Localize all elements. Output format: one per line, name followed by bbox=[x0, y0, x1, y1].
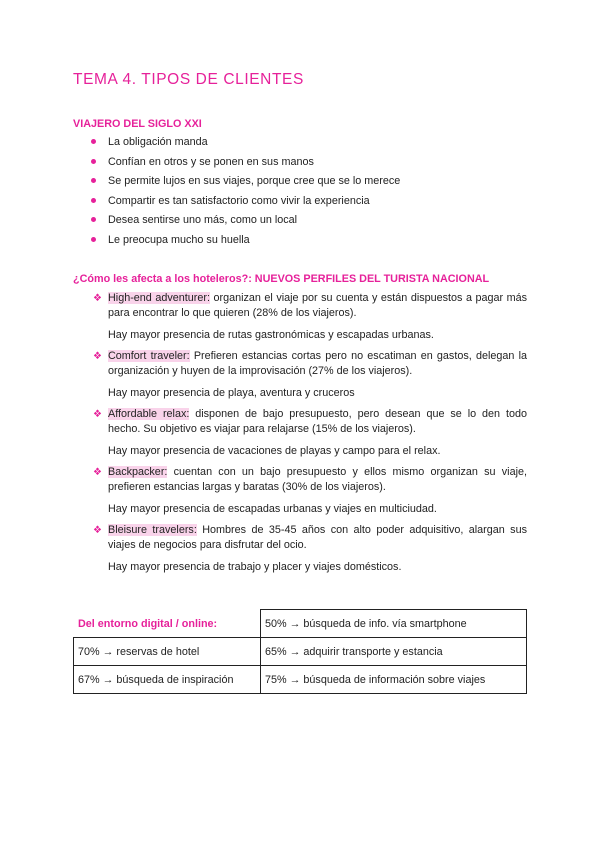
bullet-dot-icon bbox=[91, 237, 96, 242]
profile-description: cuentan con un bajo presupuesto y ellos mismo organizan su viaje, prefieren estancias largas y baratas (30% de los viajeros). bbox=[108, 466, 527, 493]
table-row bbox=[74, 610, 527, 638]
list-item: Compartir es tan satisfactorio como vivir la experiencia bbox=[91, 195, 400, 215]
tourist-profiles bbox=[93, 291, 527, 581]
profile-comfort-traveler bbox=[93, 349, 527, 401]
profile-note: Hay mayor presencia de vacaciones de playas y campo para el relax. bbox=[108, 445, 441, 457]
diamond-bullet-icon: ❖ bbox=[93, 525, 102, 536]
profile-name: High-end adventurer: bbox=[108, 292, 210, 304]
profile-description: disponen de bajo presupuesto, pero desean que se lo den todo hecho. Su objetivo es viajar para relajarse (15% de los viajeros). bbox=[108, 408, 527, 435]
bullet-dot-icon bbox=[91, 217, 96, 222]
diamond-bullet-icon: ❖ bbox=[93, 293, 102, 304]
profile-description: organizan el viaje por su cuenta y están dispuestos a pagar más para encontrar lo que quieren (28% de los viajeros). bbox=[108, 292, 527, 319]
profile-description: Prefieren estancias cortas pero no escatiman en gastos, delegan la organización y huyen de la improvisación (27% de los viajeros). bbox=[108, 350, 527, 377]
section-heading-perfiles: ¿Cómo les afecta a los hoteleros?: NUEVOS PERFILES DEL TURISTA NACIONAL bbox=[73, 273, 490, 285]
traveler-traits-list bbox=[91, 136, 400, 254]
profile-note: Hay mayor presencia de playa, aventura y cruceros bbox=[108, 387, 355, 399]
section-heading-viajero: VIAJERO DEL SIGLO XXI bbox=[73, 118, 202, 130]
table-cell: 50% → búsqueda de info. vía smartphone bbox=[261, 610, 527, 638]
list-item: Le preocupa mucho su huella bbox=[91, 234, 400, 254]
profile-note: Hay mayor presencia de trabajo y placer y viajes domésticos. bbox=[108, 561, 402, 573]
diamond-bullet-icon: ❖ bbox=[93, 409, 102, 420]
profile-backpacker bbox=[93, 465, 527, 517]
diamond-bullet-icon: ❖ bbox=[93, 467, 102, 478]
diamond-bullet-icon: ❖ bbox=[93, 351, 102, 362]
profile-affordable-relax bbox=[93, 407, 527, 459]
table-cell: 75% → búsqueda de información sobre viajes bbox=[261, 666, 527, 694]
profile-name: Bleisure travelers: bbox=[108, 524, 197, 536]
bullet-dot-icon bbox=[91, 139, 96, 144]
list-item: Se permite lujos en sus viajes, porque cree que se lo merece bbox=[91, 175, 400, 195]
list-item: La obligación manda bbox=[91, 136, 400, 156]
profile-name: Affordable relax: bbox=[108, 408, 190, 420]
page-title: TEMA 4. TIPOS DE CLIENTES bbox=[73, 71, 304, 88]
list-item: Desea sentirse uno más, como un local bbox=[91, 214, 400, 234]
profile-note: Hay mayor presencia de rutas gastronómicas y escapadas urbanas. bbox=[108, 329, 434, 341]
digital-stats-table bbox=[73, 609, 527, 694]
table-cell: 65% → adquirir transporte y estancia bbox=[261, 638, 527, 666]
profile-name: Comfort traveler: bbox=[108, 350, 190, 362]
profile-note: Hay mayor presencia de escapadas urbanas y viajes en multiciudad. bbox=[108, 503, 437, 515]
list-item: Confían en otros y se ponen en sus manos bbox=[91, 156, 400, 176]
table-cell: 67% → búsqueda de inspiración bbox=[74, 666, 261, 694]
table-row bbox=[74, 666, 527, 694]
bullet-dot-icon bbox=[91, 178, 96, 183]
profile-description: Hombres de 35-45 años con alto poder adquisitivo, alargan sus viajes de negocios para disfrutar del ocio. bbox=[108, 524, 527, 551]
bullet-dot-icon bbox=[91, 198, 96, 203]
profile-name: Backpacker: bbox=[108, 466, 168, 478]
profile-high-end-adventurer bbox=[93, 291, 527, 343]
table-header-cell: Del entorno digital / online: bbox=[74, 610, 261, 638]
table-cell: 70% → reservas de hotel bbox=[74, 638, 261, 666]
profile-bleisure-travelers bbox=[93, 523, 527, 575]
bullet-dot-icon bbox=[91, 159, 96, 164]
table-row bbox=[74, 638, 527, 666]
